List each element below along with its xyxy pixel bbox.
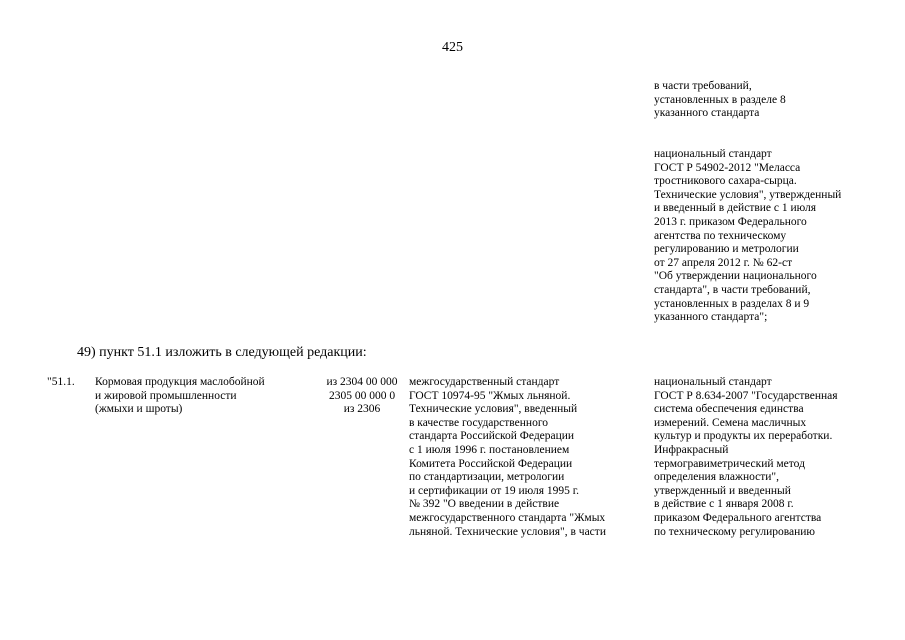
text-line: в качестве государственного bbox=[409, 416, 548, 429]
top-right-standard-block bbox=[654, 80, 841, 325]
national-standard-cell bbox=[654, 376, 838, 539]
code-line: 2305 00 000 0 bbox=[328, 389, 396, 402]
text-line: система обеспечения единства bbox=[654, 403, 804, 416]
text-line: от 27 апреля 2012 г. № 62-ст bbox=[654, 256, 793, 269]
text-line: (жмыхи и шроты) bbox=[95, 403, 183, 416]
amendment-instruction: 49) пункт 51.1 изложить в следующей редакции: bbox=[77, 345, 367, 360]
text-line: 2013 г. приказом Федерального bbox=[654, 215, 807, 228]
text-line: по техническому регулированию bbox=[654, 525, 816, 538]
text-line: Технические условия", введенный bbox=[409, 403, 578, 416]
text-line: культур и продукты их переработки. bbox=[654, 430, 833, 443]
text-line: Комитета Российской Федерации bbox=[409, 457, 573, 470]
text-line: указанного стандарта bbox=[654, 107, 760, 120]
text-line: установленных в разделах 8 и 9 bbox=[654, 297, 810, 310]
code-line: из 2304 00 000 bbox=[326, 376, 398, 388]
text-line: стандарта", в части требований, bbox=[654, 283, 811, 296]
text-line: агентства по техническому bbox=[654, 229, 787, 242]
text-line: Кормовая продукция маслобойной bbox=[95, 376, 265, 388]
text-line: Технические условия", утвержденный bbox=[654, 188, 842, 201]
text-line: ГОСТ Р 54902-2012 "Меласса bbox=[654, 161, 801, 174]
text-line: национальный стандарт bbox=[654, 376, 772, 388]
text-line: межгосударственного стандарта "Жмых bbox=[409, 511, 606, 524]
text-line: измерений. Семена масличных bbox=[654, 416, 807, 429]
text-line: по стандартизации, метрологии bbox=[409, 471, 565, 484]
interstate-standard-cell bbox=[409, 376, 606, 539]
product-name-cell bbox=[95, 376, 265, 417]
text-line: определения влажности", bbox=[654, 471, 779, 484]
text-line: Инфракрасный bbox=[654, 443, 729, 456]
text-line: национальный стандарт bbox=[654, 147, 772, 160]
text-line: в части требований, bbox=[654, 80, 752, 92]
text-line: и сертификации от 19 июля 1995 г. bbox=[409, 484, 580, 497]
text-line: регулированию и метрологии bbox=[654, 243, 799, 256]
text-line: установленных в разделе 8 bbox=[654, 93, 786, 106]
code-line: из 2306 bbox=[343, 403, 381, 416]
text-line: межгосударственный стандарт bbox=[409, 376, 560, 388]
code-cell bbox=[318, 376, 406, 417]
text-line: утвержденный и введенный bbox=[654, 484, 791, 497]
text-line: ГОСТ 10974-95 "Жмых льняной. bbox=[409, 389, 571, 402]
text-line: приказом Федерального агентства bbox=[654, 511, 822, 524]
text-line: тростникового сахара-сырца. bbox=[654, 175, 797, 188]
text-line: и введенный в действие с 1 июля bbox=[654, 202, 816, 215]
text-line: № 392 "О введении в действие bbox=[409, 498, 560, 511]
text-line: указанного стандарта"; bbox=[654, 311, 768, 324]
text-line: "Об утверждении национального bbox=[654, 270, 817, 283]
item-number-cell bbox=[47, 376, 75, 390]
text-line: и жировой промышленности bbox=[95, 389, 237, 402]
text-line: с 1 июля 1996 г. постановлением bbox=[409, 443, 570, 456]
text-line: стандарта Российской Федерации bbox=[409, 430, 575, 443]
page-number: 425 bbox=[442, 40, 463, 55]
text-line: в действие с 1 января 2008 г. bbox=[654, 498, 794, 511]
item-number: "51.1. bbox=[47, 376, 75, 388]
text-line: льняной. Технические условия", в части bbox=[409, 525, 606, 538]
text-line: ГОСТ Р 8.634-2007 "Государственная bbox=[654, 389, 838, 402]
text-line: термогравиметрический метод bbox=[654, 457, 805, 470]
